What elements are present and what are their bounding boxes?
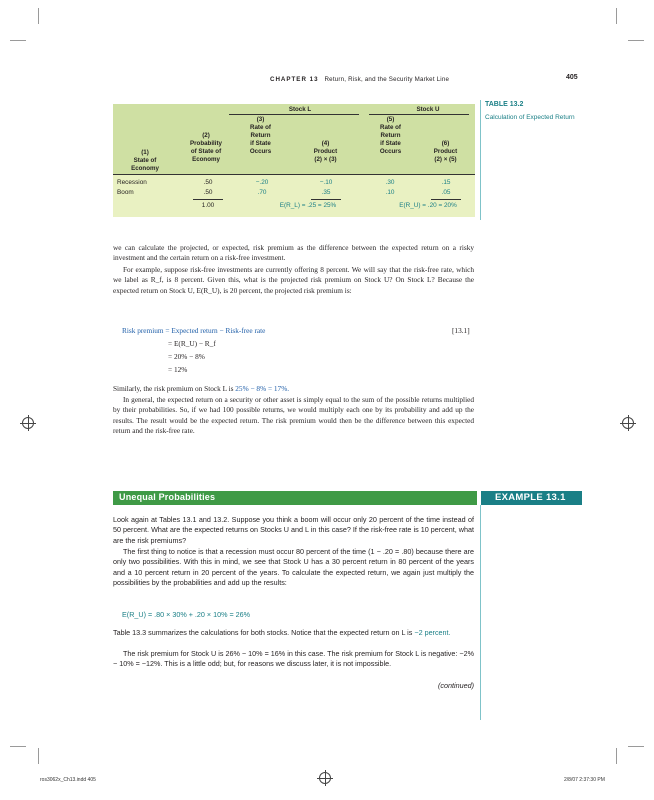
example-paragraph: Table 13.3 summarizes the calculations for both stocks. Notice that the expected return on L is −2 percent. — [113, 628, 451, 637]
crop-mark — [38, 8, 39, 24]
crop-mark — [628, 40, 644, 41]
cell-prob: .50 — [203, 179, 213, 186]
cell-product-u: .05 — [441, 189, 451, 196]
footer-date: 2/8/07 2:37:30 PM — [564, 777, 605, 783]
example-badge-label: EXAMPLE 13.1 — [495, 492, 566, 503]
expected-return-u: E(R_U) = .20 = 20% — [399, 202, 457, 209]
footer-file: ros3062x_Ch13.indd 405 — [40, 777, 96, 783]
risk-premium-l: 25% − 8% = 17%. — [235, 384, 290, 393]
equation-line: = 12% — [168, 365, 188, 374]
crop-mark — [616, 748, 617, 764]
equation-line: = E(R_U) − R_f — [168, 339, 216, 348]
margin-rule — [480, 505, 481, 720]
example-paragraph: The first thing to notice is that a recession must occur 80 percent of the time (1 − .20 = .80) because there are only two possibilities. With this in mind, we see that Stock U has a 30 percent return in 80 percent of the years and a 10 percent return in 20 percent of the years. To calculate the expected return, we again just multiply the possibilities by the probabilities and add up the results: — [113, 547, 474, 588]
example-badge — [481, 491, 582, 505]
table-row — [113, 179, 475, 188]
paragraph: In general, the expected return on a security or other asset is simply equal to the sum of the possible returns multiplied by their probabilities. So, if we had 100 possible returns, we would multiply each one by its probability and add up the results. The result would be the expected return. The risk premium would then be the difference between this expected return and the risk-free rate. — [113, 395, 474, 436]
example-paragraph: Look again at Tables 13.1 and 13.2. Suppose you think a boom will occur only 20 percent of the time instead of 50 percent. What are the expected returns on Stocks U and L in this case? If the risk-free rate is 10 percent, what are the risk premiums? — [113, 515, 474, 545]
cell-rate-u: .10 — [385, 189, 395, 196]
crop-mark — [10, 746, 26, 747]
total-probability: 1.00 — [201, 202, 215, 209]
expected-return-table — [113, 104, 475, 217]
cell-product-u: .15 — [441, 179, 451, 186]
continued-label: (continued) — [438, 681, 474, 690]
col6-header: (6) Product (2) × (5) — [433, 140, 458, 163]
table-header — [113, 104, 475, 174]
cell-rate-l: .70 — [257, 189, 267, 196]
chapter-title: Return, Risk, and the Security Market Line — [324, 76, 450, 83]
registration-mark-icon — [319, 772, 331, 784]
table-row — [113, 189, 475, 198]
cell-product-l: −.10 — [319, 179, 333, 186]
example-equation: E(R_U) = .80 × 30% + .20 × 10% = 26% — [122, 610, 251, 619]
crop-mark — [616, 8, 617, 24]
margin-rule — [480, 100, 481, 220]
equation-number: [13.1] — [452, 326, 470, 335]
group-stock-u: Stock U — [416, 106, 440, 113]
cell-prob: .50 — [203, 189, 213, 196]
cell-state: Boom — [117, 189, 134, 196]
crop-mark — [628, 746, 644, 747]
page-number: 405 — [566, 74, 578, 81]
paragraph: we can calculate the projected, or expected, risk premium as the difference between the expected return on a risky investment and the certain return on a risk-free investment. — [113, 243, 474, 263]
registration-mark-icon — [622, 417, 634, 429]
running-header — [270, 76, 560, 83]
col5-header: (5) Rate of Return if State Occurs — [379, 116, 402, 155]
table-caption-label: TABLE 13.2 — [485, 101, 524, 108]
group-stock-l: Stock L — [288, 106, 312, 113]
expected-return-l: E(R_L) = .25 = 25% — [279, 202, 337, 209]
col1-header: (1) State of Economy — [131, 149, 159, 172]
registration-mark-icon — [22, 417, 34, 429]
cell-state: Recession — [117, 179, 147, 186]
paragraph: For example, suppose risk-free investments are currently offering 8 percent. We will say that the risk-free rate, which we label as R_f, is 8 percent. Given this, what is the projected risk premium on Stock U? On Stock L? Because the expected return on Stock U, E(R_U), is 20 percent, the projected risk premium is: — [113, 265, 474, 295]
example-title: Unequal Probabilities — [119, 492, 216, 502]
cell-product-l: .35 — [321, 189, 331, 196]
crop-mark — [38, 748, 39, 764]
table-caption-text: Calculation of Expected Return — [485, 114, 575, 121]
crop-mark — [10, 40, 26, 41]
col2-header: (2) Probability of State of Economy — [190, 132, 222, 163]
col3-header: (3) Rate of Return if State Occurs — [249, 116, 272, 155]
paragraph: Similarly, the risk premium on Stock L is 25% − 8% = 17%. — [113, 384, 290, 393]
expected-return-l-value: −2 percent. — [414, 628, 451, 637]
example-title-banner — [113, 491, 477, 505]
cell-rate-l: −.20 — [255, 179, 269, 186]
example-paragraph: The risk premium for Stock U is 26% − 10% = 16% in this case. The risk premium for Stock L is negative: −2% − 10% = −12%. This is a little odd; but, for reasons we discuss later, it is not impossible. — [113, 649, 474, 669]
cell-rate-u: .30 — [385, 179, 395, 186]
equation-label: Risk premium = Expected return − Risk-free rate — [122, 326, 266, 335]
col4-header: (4) Product (2) × (3) — [313, 140, 338, 163]
chapter-label: CHAPTER 13 — [270, 76, 319, 83]
equation-line: = 20% − 8% — [168, 352, 205, 361]
